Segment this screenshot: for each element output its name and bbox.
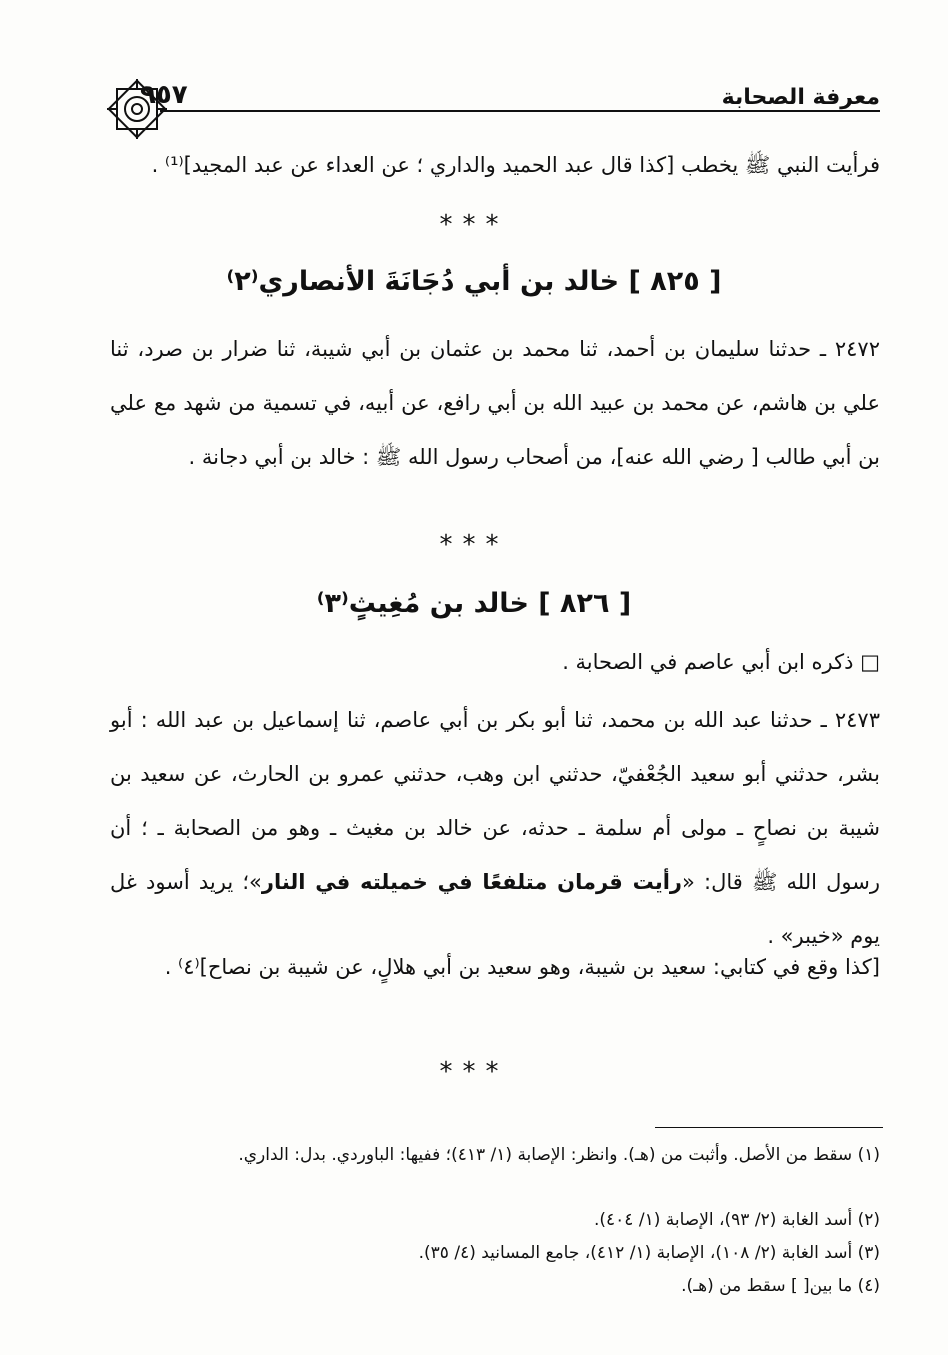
hadith-2473-quote: رأيت قرمان متلفعًا في خميلته في النار bbox=[261, 870, 683, 894]
separator-stars: *** bbox=[439, 530, 509, 560]
footnote-3: (٣) أسد الغابة (٢/ ١٠٨)، الإصابة (١/ ٤١٢)، جامع المسانيد (٤/ ٣٥). bbox=[418, 1243, 880, 1263]
separator-stars: *** bbox=[439, 210, 509, 240]
hadith-2473-text: ٢٤٧٣ ـ حدثنا عبد الله بن محمد، ثنا أبو بكر بن أبي عاصم، ثنا إسماعيل بن عبد الله : أبو بشر، حدثني أبو سعيد الجُعْفيّ، حدثني ابن وهب، حدثني عمرو بن الحارث، عن سعيد بن شيبة بن نصاحٍ ـ مولى أم سلمة ـ حدثه، عن خالد بن مغيث ـ وهو من الصحابة ـ ؛ أن رسول الله ﷺ قال: « bbox=[110, 708, 880, 894]
entry-826-note: □ ذكره ابن أبي عاصم في الصحابة . bbox=[562, 650, 880, 674]
intro-line: فرأيت النبي ﷺ يخطب [كذا قال عبد الحميد والداري ؛ عن العداء عن عبد المجيد]⁽¹⁾ . bbox=[151, 153, 880, 177]
hadith-2472: ٢٤٧٢ ـ حدثنا سليمان بن أحمد، ثنا محمد بن عثمان بن أبي شيبة، ثنا ضرار بن صرد، ثنا علي بن هاشم، عن محمد بن عبيد الله بن أبي رافع، عن أبيه، في تسمية من شهد مع علي بن أبي طالب [ رضي الله عنه]، من أصحاب رسول الله ﷺ : خالد بن أبي دجانة . bbox=[110, 337, 880, 469]
footnote-4: (٤) ما بين[ ] سقط من (هـ). bbox=[681, 1276, 880, 1296]
star-ornament-icon bbox=[103, 75, 171, 143]
footnote-2: (٢) أسد الغابة (٢/ ٩٣)، الإصابة (١/ ٤٠٤). bbox=[593, 1210, 880, 1230]
footnote-1: (١) سقط من الأصل. وأثبت من (هـ). وانظر: الإصابة (١/ ٤١٣)؛ ففيها: الباوردي. بدل: الداري. bbox=[238, 1145, 880, 1165]
entry-826-heading: [ ٨٢٦ ] خالد بن مُغِيثٍ⁽٣⁾ bbox=[316, 588, 632, 619]
footnote-rule bbox=[655, 1127, 883, 1128]
hadith-2473-text-end: »؛ يريد أسود غل يوم «خيبر» . bbox=[110, 870, 880, 948]
page-header bbox=[140, 70, 880, 110]
editor-note: [كذا وقع في كتابي: سعيد بن شيبة، وهو سعيد بن أبي هلالٍ، عن شيبة بن نصاح]⁽٤⁾ . bbox=[164, 955, 880, 979]
page-number: ٩٥٧ bbox=[140, 80, 188, 110]
header-rule bbox=[160, 110, 880, 112]
separator-stars: *** bbox=[439, 1057, 509, 1087]
hadith-2473 bbox=[110, 693, 880, 963]
entry-825-heading: [ ٨٢٥ ] خالد بن أبي دُجَانَةَ الأنصاري⁽٢⁾ bbox=[226, 266, 722, 297]
running-head: معرفة الصحابة bbox=[721, 85, 880, 110]
